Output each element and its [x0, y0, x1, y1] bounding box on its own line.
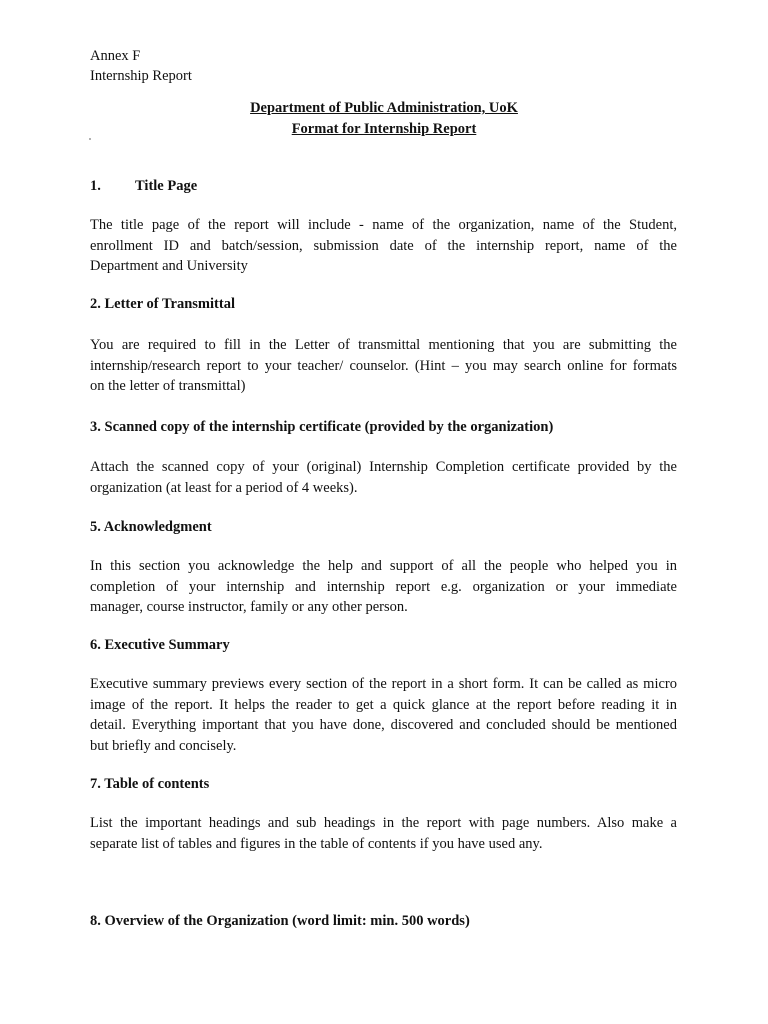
annex-label: [90, 46, 192, 86]
paragraph-line: List the important headings and sub headings in the report with page numbers. Also make a: [90, 815, 677, 831]
paragraph-line: organization (at least for a period of 4 weeks).: [90, 479, 358, 496]
paragraph-line: detail. Everything important that you have done, discovered and concluded should be mentioned: [90, 717, 677, 733]
section-heading-executive-summary: 6. Executive Summary: [90, 637, 230, 653]
paragraph-line: manager, course instructor, family or any other person.: [90, 599, 408, 615]
section-heading-overview: 8. Overview of the Organization (word limit: min. 500 words): [90, 913, 470, 929]
department-title: Department of Public Administration, UoK: [250, 100, 518, 116]
paragraph-line: separate list of tables and figures in the table of contents if you have used any.: [90, 835, 543, 852]
annex-line: Annex F: [90, 48, 141, 64]
annex-subtitle: Internship Report: [90, 68, 192, 84]
paragraph-line: enrollment ID and batch/session, submission date of the internship report, name of the: [90, 237, 677, 254]
paragraph-line: Attach the scanned copy of your (original) Internship Completion certificate provided by the: [90, 459, 677, 475]
paragraph-line: In this section you acknowledge the help and support of all the people who helped you in: [90, 558, 677, 574]
paragraph-line: You are required to fill in the Letter of transmittal mentioning that you are submitting the: [90, 337, 677, 353]
section-number: 1.: [90, 178, 101, 194]
paragraph-certificate: [90, 457, 677, 498]
paragraph-line: The title page of the report will include - name of the organization, name of the Student,: [90, 217, 677, 233]
paragraph-line: Department and University: [90, 258, 248, 274]
format-title: Format for Internship Report: [291, 121, 477, 137]
paragraph-acknowledgment: [90, 556, 677, 618]
paragraph-title-page: [90, 215, 677, 277]
section-heading-transmittal: 2. Letter of Transmittal: [90, 296, 235, 312]
section-heading-acknowledgment: 5. Acknowledgment: [90, 519, 212, 535]
paragraph-line: but briefly and concisely.: [90, 737, 237, 754]
stray-mark: [89, 138, 91, 140]
section-heading-certificate: 3. Scanned copy of the internship certificate (provided by the organization): [90, 419, 554, 435]
paragraph-executive-summary: [90, 674, 677, 756]
paragraph-transmittal: [90, 335, 677, 397]
section-heading-title-page: [90, 176, 197, 196]
section-heading-text: Title Page: [135, 178, 198, 194]
paragraph-line: image of the report. It helps the reader to get a quick glance at the report before reading it in: [90, 696, 677, 713]
document-title: [0, 98, 768, 140]
paragraph-toc: [90, 813, 677, 854]
paragraph-line: on the letter of transmittal): [90, 378, 246, 394]
paragraph-line: completion of your internship and internship report e.g. organization or your immediate: [90, 578, 677, 595]
section-heading-toc: 7. Table of contents: [90, 776, 210, 792]
paragraph-line: internship/research report to your teacher/ counselor. (Hint – you may search online for formats: [90, 357, 677, 374]
paragraph-line: Executive summary previews every section of the report in a short form. It can be called as micro: [90, 676, 677, 692]
